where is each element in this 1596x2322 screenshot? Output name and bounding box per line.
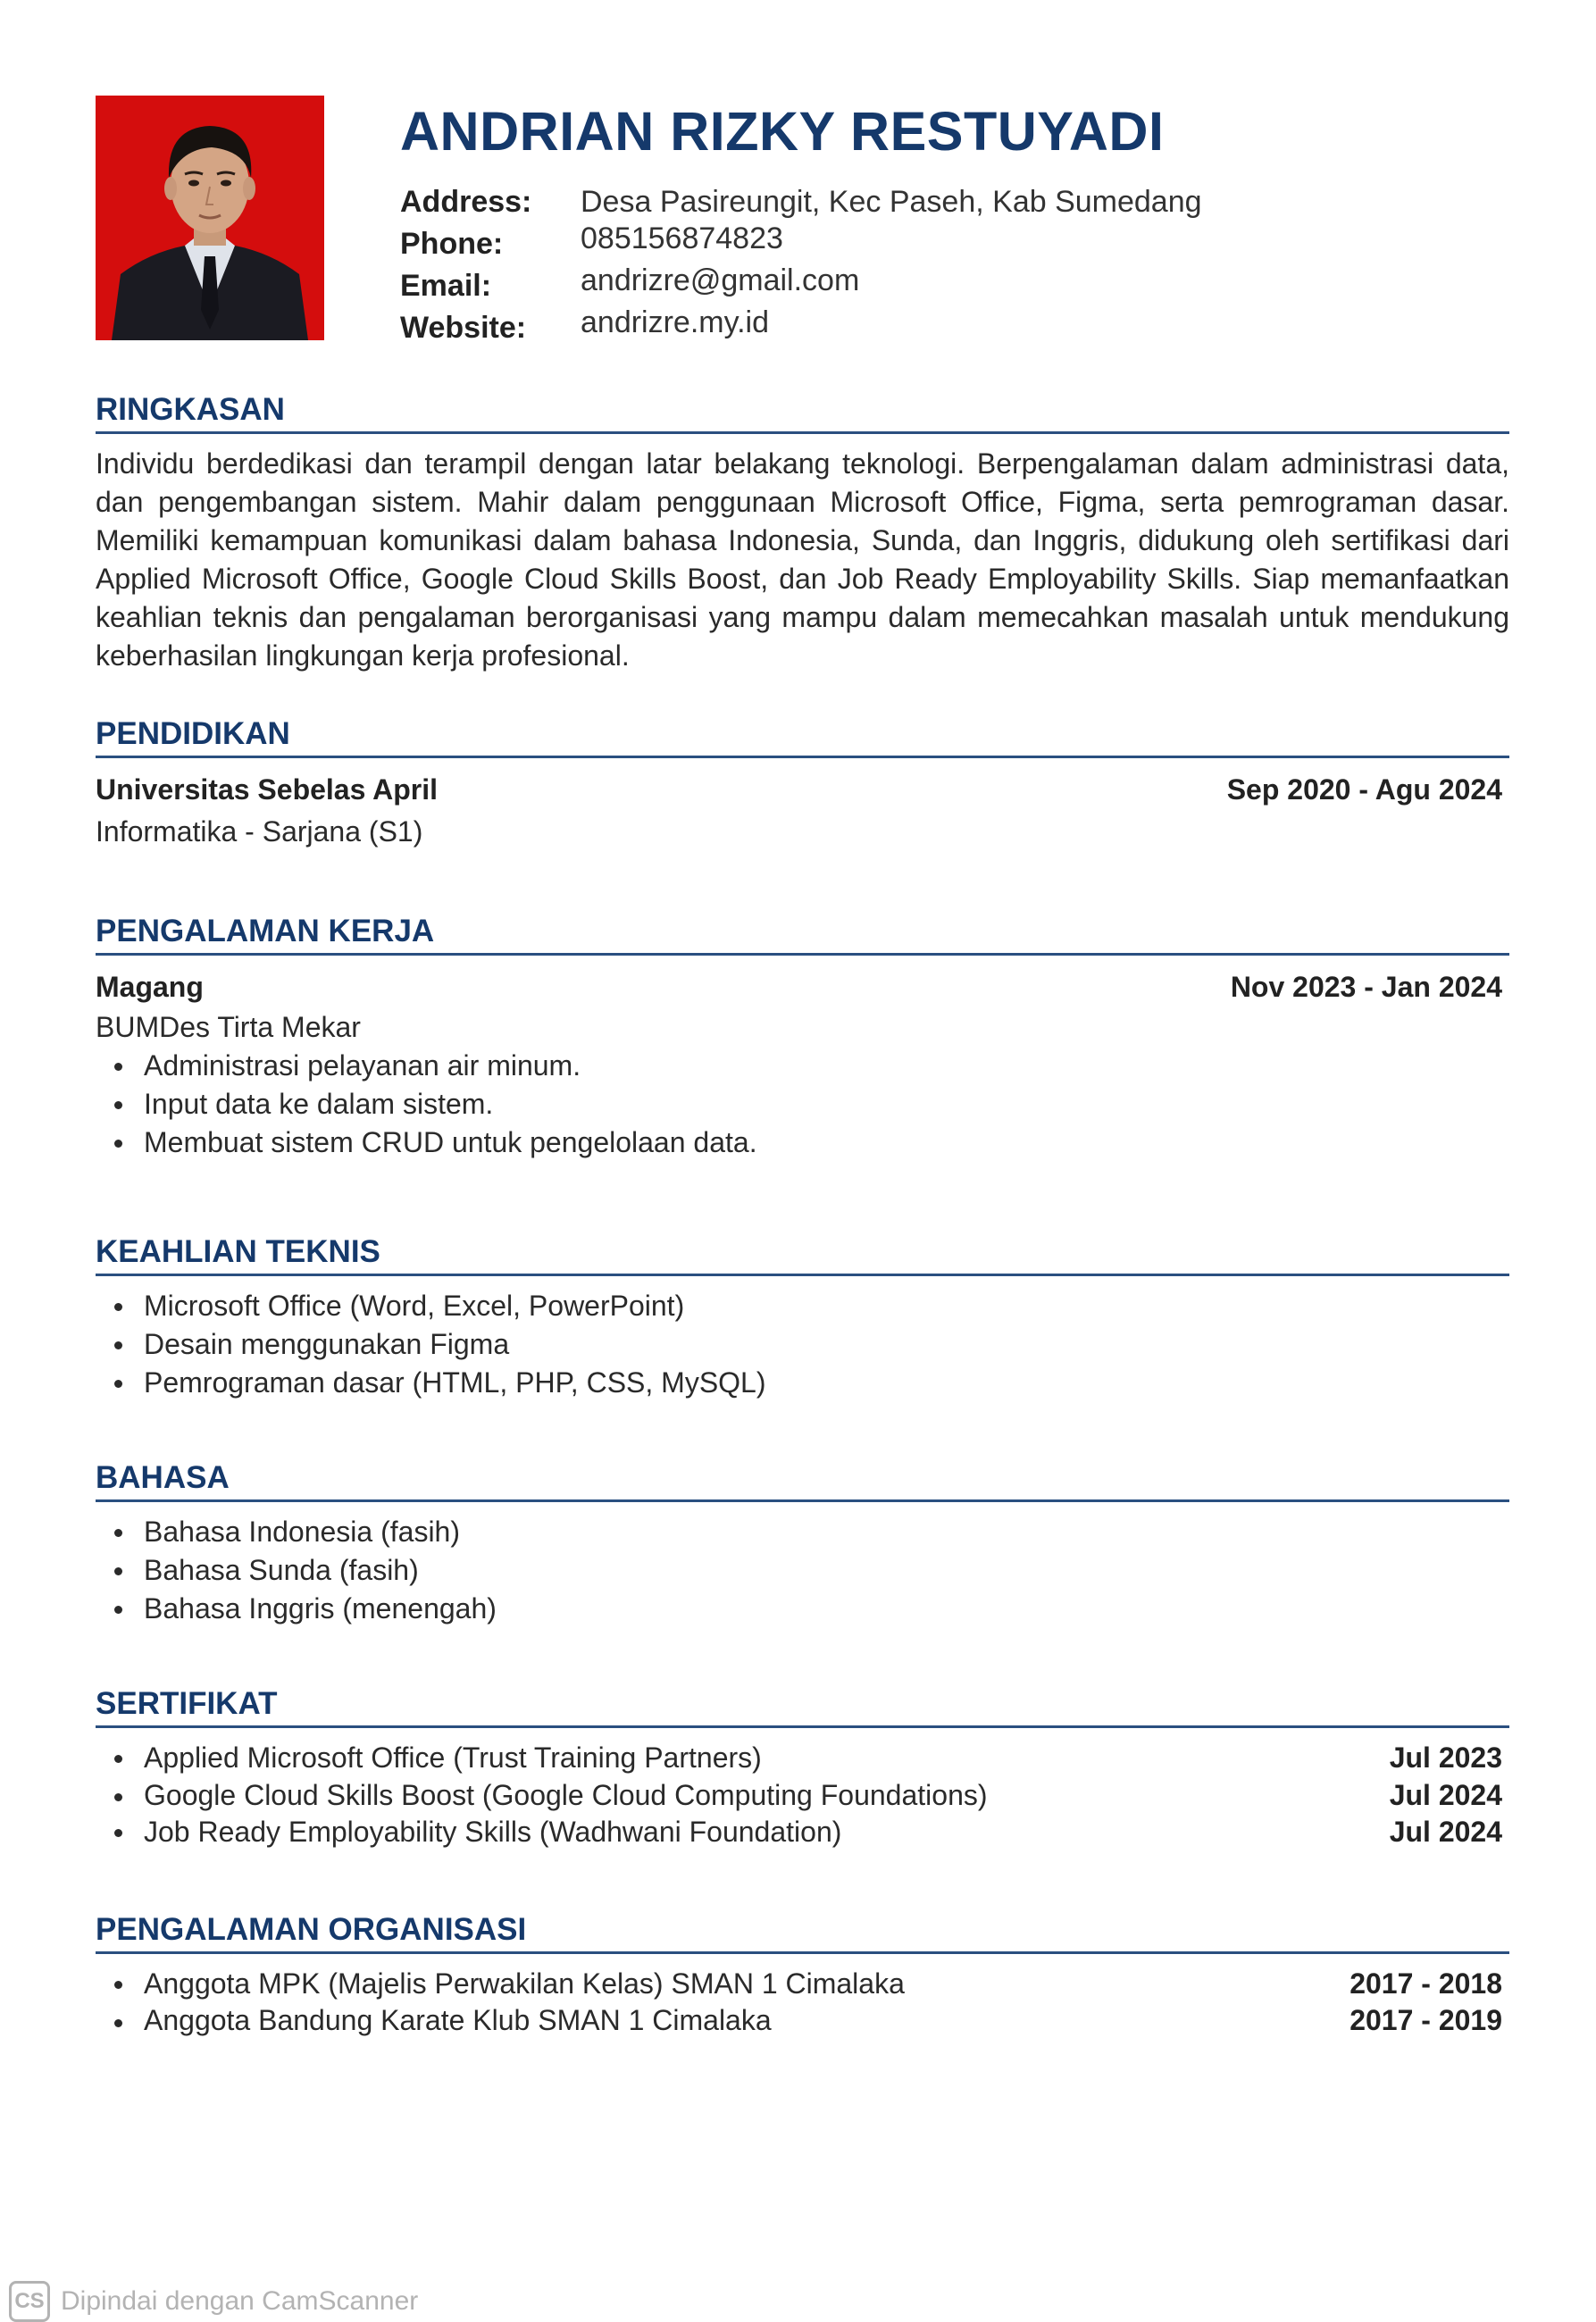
- contact-label: Website:: [400, 311, 527, 345]
- list-item: Administrasi pelayanan air minum.: [96, 1047, 1509, 1085]
- profile-photo-image: [96, 96, 324, 340]
- section-title: BAHASA: [96, 1457, 1509, 1502]
- summary-section: [96, 388, 1509, 675]
- certificates-list: [96, 1739, 1509, 1851]
- skills-list: [96, 1287, 1509, 1402]
- list-item: Microsoft Office (Word, Excel, PowerPoint): [96, 1287, 1509, 1325]
- certificate-name: Applied Microsoft Office (Trust Training Partners): [144, 1742, 762, 1774]
- list-item: Bahasa Inggris (menengah): [96, 1590, 1509, 1628]
- certificate-item: [96, 1739, 1509, 1777]
- certificate-date: Jul 2024: [1389, 1816, 1502, 1848]
- list-item: Pemrograman dasar (HTML, PHP, CSS, MySQL): [96, 1364, 1509, 1402]
- education-degree: Informatika - Sarjana (S1): [96, 815, 423, 848]
- contact-details: [400, 181, 1202, 349]
- organization-period: 2017 - 2019: [1349, 2004, 1502, 2036]
- organization-item: [96, 2003, 1509, 2037]
- organization-name: Anggota Bandung Karate Klub SMAN 1 Cimalaka: [144, 2004, 772, 2036]
- certificates-section: [96, 1683, 1509, 1851]
- contact-label: Address:: [400, 185, 532, 219]
- candidate-name: ANDRIAN RIZKY RESTUYADI: [400, 101, 1165, 162]
- certificate-date: Jul 2024: [1389, 1779, 1502, 1811]
- contact-label: Phone:: [400, 227, 504, 261]
- experience-role: Magang: [96, 971, 204, 1003]
- contact-website: [400, 307, 1202, 349]
- contact-value: andrizre.my.id: [581, 305, 769, 339]
- organization-name: Anggota MPK (Majelis Perwakilan Kelas) SMAN 1 Cimalaka: [144, 1967, 905, 2000]
- contact-value: andrizre@gmail.com: [581, 263, 860, 297]
- list-item: Input data ke dalam sistem.: [96, 1085, 1509, 1123]
- profile-photo: [96, 96, 324, 340]
- certificate-name: Google Cloud Skills Boost (Google Cloud Computing Foundations): [144, 1779, 988, 1811]
- languages-section: [96, 1457, 1509, 1628]
- section-title: RINGKASAN: [96, 388, 1509, 434]
- list-item: Membuat sistem CRUD untuk pengelolaan data.: [96, 1123, 1509, 1162]
- languages-list: [96, 1513, 1509, 1628]
- organization-item: [96, 1965, 1509, 2003]
- organizations-list: [96, 1965, 1509, 2037]
- section-title: KEAHLIAN TEKNIS: [96, 1231, 1509, 1276]
- experience-period: Nov 2023 - Jan 2024: [1230, 971, 1502, 1003]
- certificate-item: [96, 1777, 1509, 1813]
- section-title: PENGALAMAN KERJA: [96, 910, 1509, 956]
- experience-entry-header: [96, 966, 1509, 1007]
- list-item: Bahasa Indonesia (fasih): [96, 1513, 1509, 1551]
- organizations-section: [96, 1909, 1509, 2037]
- organization-period: 2017 - 2018: [1349, 1967, 1502, 2000]
- summary-text: Individu berdedikasi dan terampil dengan latar belakang teknologi. Berpengalaman dalam administrasi data, dan pengembangan sistem. Mahir dalam penggunaan Microsoft Office, Figma, serta pemrograman dasar. Memiliki kemampuan komunikasi dalam bahasa Indonesia, Sunda, dan Inggris, didukung oleh sertifikasi dari Applied Microsoft Office, Google Cloud Skills Boost, dan Job Ready Employability Skills. Siap memanfaatkan keahlian teknis dan pengalaman berorganisasi yang mampu dalam memecahkan masalah untuk mendukung keberhasilan lingkungan kerja profesional.: [96, 447, 1509, 672]
- list-item: Bahasa Sunda (fasih): [96, 1551, 1509, 1590]
- section-title: PENDIDIKAN: [96, 713, 1509, 758]
- section-title: SERTIFIKAT: [96, 1683, 1509, 1728]
- institution-name: Universitas Sebelas April: [96, 773, 438, 806]
- section-title: PENGALAMAN ORGANISASI: [96, 1909, 1509, 1954]
- contact-phone: [400, 223, 1202, 265]
- education-section: [96, 713, 1509, 853]
- experience-organization: BUMDes Tirta Mekar: [96, 1011, 361, 1043]
- certificate-name: Job Ready Employability Skills (Wadhwani Foundation): [144, 1816, 842, 1848]
- certificate-date: Jul 2023: [1389, 1742, 1502, 1774]
- contact-address: [400, 181, 1202, 223]
- contact-label: Email:: [400, 269, 492, 303]
- education-entry-header: [96, 769, 1509, 810]
- certificate-item: [96, 1813, 1509, 1851]
- education-period: Sep 2020 - Agu 2024: [1226, 773, 1502, 806]
- camscanner-logo-icon: CS: [9, 2281, 50, 2322]
- experience-duties: [96, 1047, 1509, 1162]
- experience-section: [96, 910, 1509, 1162]
- contact-value: 085156874823: [581, 221, 783, 255]
- camscanner-watermark: [9, 2281, 418, 2322]
- list-item: Desain menggunakan Figma: [96, 1325, 1509, 1364]
- skills-section: [96, 1231, 1509, 1402]
- watermark-text: Dipindai dengan CamScanner: [61, 2286, 419, 2316]
- contact-value: Desa Pasireungit, Kec Paseh, Kab Sumedang: [581, 185, 1202, 219]
- contact-email: [400, 265, 1202, 307]
